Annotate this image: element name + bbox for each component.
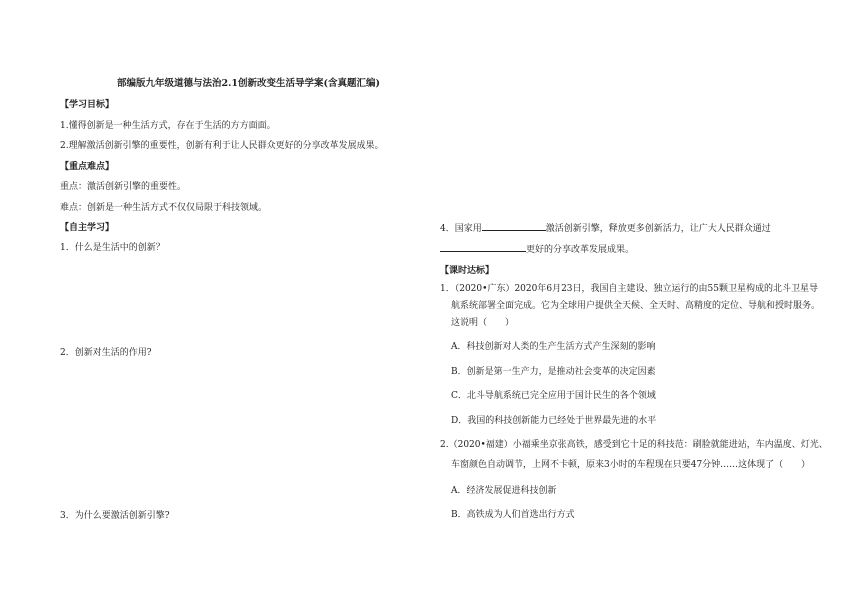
exam-2-line-1: 2.（2020•福建）小福乘坐京张高铁，感受到它十足的科技范：刷脸就能进站，车内温度、灯光、 [440,440,828,450]
exam-1-line-2: 航系统部署全面完成。它为全球用户提供全天候、全天时、高精度的定位、导航和授时服务。 [451,301,821,311]
exam-1-option-c: C．北斗导航系统已完全应用于国计民生的各个领域 [451,391,656,401]
question-4-prefix: 4．国家用 [440,224,482,234]
key-heading: 【重点难点】 [60,162,115,172]
exam-2-line-2: 车窗颜色自动调节，上网不卡顿，原来3小时的车程现在只要47分钟……这体现了（ ） [451,460,811,470]
exam-heading: 【课时达标】 [440,266,495,276]
document-title: 部编版九年级道德与法治2.1创新改变生活导学案(含真题汇编) [117,78,381,89]
goal-2: 2.理解激活创新引擎的重要性，创新有利于让人民群众更好的分享改革发展成果。 [60,141,384,151]
question-3: 3．为什么要激活创新引擎? [60,511,170,521]
answer-blank[interactable] [482,221,546,231]
exam-1-line-1: 1．（2020•广东）2020年6月23日，我国自主建设、独立运行的由55颗卫星构成的北斗卫星导 [440,284,818,294]
question-4-suffix: 更好的分享改革发展成果。 [526,245,635,255]
goals-heading: 【学习目标】 [60,100,115,110]
question-4-line-2 [440,242,634,256]
exam-1-line-3: 这说明（ ） [451,318,515,328]
question-2: 2．创新对生活的作用? [60,348,152,358]
answer-blank[interactable] [440,242,526,252]
exam-1-option-b: B．创新是第一生产力，是推动社会变革的决定因素 [451,367,656,377]
question-4-line-1 [440,221,771,235]
question-1: 1．什么是生活中的创新？ [60,243,165,253]
exam-1-option-d: D．我国的科技创新能力已经处于世界最先进的水平 [451,416,657,426]
difficult-point: 难点：创新是一种生活方式不仅仅局限于科技领域。 [60,203,268,213]
exam-2-option-a: A．经济发展促进科技创新 [451,486,557,496]
key-point: 重点：激活创新引擎的重要性。 [60,182,187,192]
exam-1-option-a: A．科技创新对人类的生产生活方式产生深刻的影响 [451,342,656,352]
exam-2-option-b: B．高铁成为人们首选出行方式 [451,510,575,520]
question-4-middle: 激活创新引擎，释放更多创新活力，让广大人民群众通过 [545,224,771,234]
goal-1: 1.懂得创新是一种生活方式，存在于生活的方方面面。 [60,121,276,131]
self-study-heading: 【自主学习】 [60,223,115,233]
